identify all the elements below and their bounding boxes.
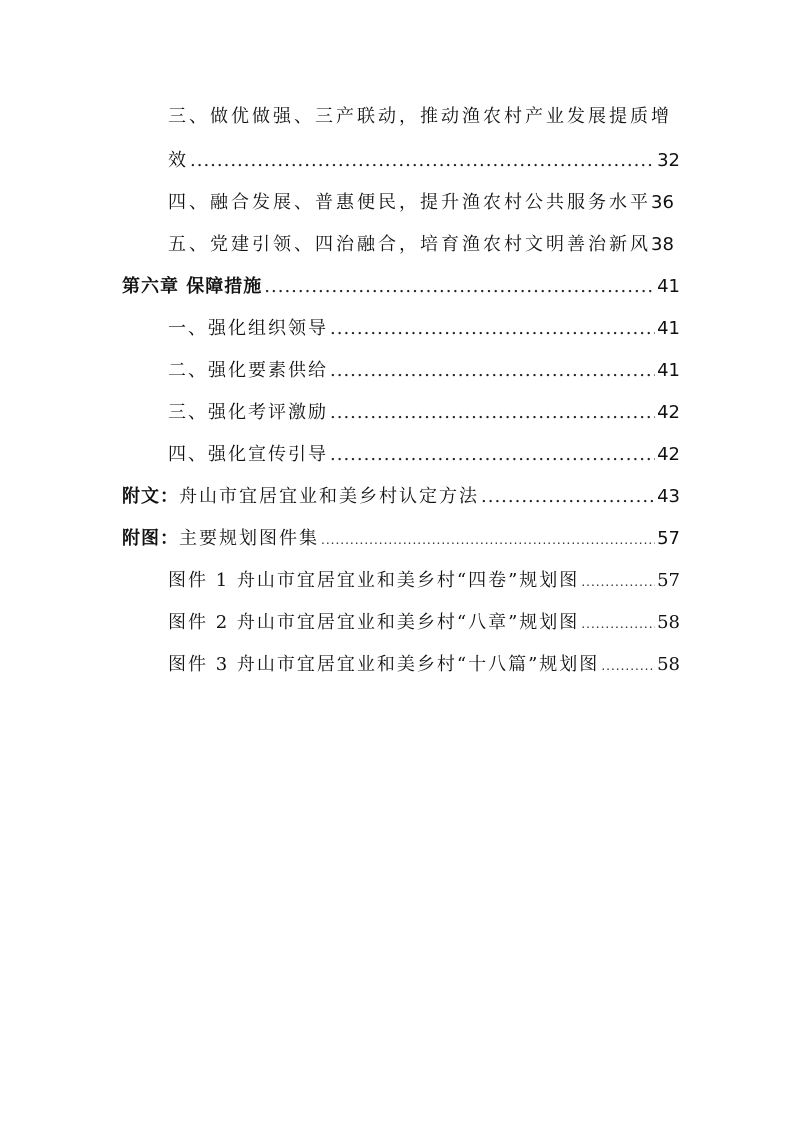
toc-leader-dots bbox=[330, 442, 655, 468]
toc-entry-resources[interactable] bbox=[168, 358, 680, 384]
toc-entry-label: 图件 3 舟山市宜居宜业和美乡村“十八篇”规划图 bbox=[168, 654, 600, 675]
toc-entry-label bbox=[122, 484, 479, 510]
toc-leader-dots bbox=[264, 274, 655, 300]
toc-entry-label: 图件 2 舟山市宜居宜业和美乡村“八章”规划图 bbox=[168, 612, 580, 633]
toc-entry-label: 三、做优做强、三产联动，推动渔农村产业发展提质增 bbox=[168, 106, 672, 127]
toc-page-number: 57 bbox=[657, 528, 680, 549]
toc-page-number: 41 bbox=[657, 318, 680, 339]
toc-page-number: 58 bbox=[657, 654, 680, 675]
toc-page-number: 41 bbox=[657, 360, 680, 381]
toc-entry-industry-line2[interactable] bbox=[168, 148, 680, 174]
toc-entry-appendix-text[interactable] bbox=[122, 484, 680, 510]
toc-entry-label: 三、强化考评激励 bbox=[168, 402, 328, 423]
toc-entry-figure-3[interactable] bbox=[168, 652, 680, 679]
toc-entry-label bbox=[122, 526, 319, 552]
toc-entry-label: 五、党建引领、四治融合，培育渔农村文明善治新风 bbox=[168, 234, 651, 255]
toc-leader-dots bbox=[330, 358, 655, 384]
toc-entry-figure-2[interactable] bbox=[168, 610, 680, 637]
toc-entry-appendix-figures[interactable] bbox=[122, 526, 680, 553]
toc-leader-dots bbox=[321, 527, 655, 553]
toc-leader-dots bbox=[481, 484, 655, 510]
toc-entry-organization[interactable] bbox=[168, 316, 680, 342]
toc-entry-label: 效 bbox=[168, 150, 188, 171]
toc-page-number: 57 bbox=[657, 570, 680, 591]
toc-entry-evaluation[interactable] bbox=[168, 400, 680, 426]
toc-leader-dots bbox=[190, 148, 655, 174]
toc-entry-label: 四、强化宣传引导 bbox=[168, 444, 328, 465]
toc-page-number: 38 bbox=[651, 234, 674, 255]
toc-page-number: 36 bbox=[651, 192, 674, 213]
toc-entry-label: 二、强化要素供给 bbox=[168, 360, 328, 381]
toc-entry-label: 四、融合发展、普惠便民，提升渔农村公共服务水平 bbox=[168, 192, 651, 213]
toc-entry-label: 图件 1 舟山市宜居宜业和美乡村“四卷”规划图 bbox=[168, 570, 580, 591]
toc-leader-dots bbox=[601, 653, 655, 679]
toc-page-number: 32 bbox=[657, 150, 680, 171]
toc-leader-dots bbox=[581, 569, 655, 595]
toc-page-number: 41 bbox=[657, 276, 680, 297]
toc-entry-publicity[interactable] bbox=[168, 442, 680, 468]
toc-entry-prefix: 附文： bbox=[122, 486, 179, 507]
toc-entry-public-service[interactable] bbox=[168, 190, 680, 216]
toc-entry-figure-1[interactable] bbox=[168, 568, 680, 595]
toc-leader-dots bbox=[330, 400, 655, 426]
toc-page-number: 58 bbox=[657, 612, 680, 633]
toc-page-number: 42 bbox=[657, 402, 680, 423]
toc-leader-dots bbox=[581, 611, 655, 637]
toc-entry-chapter-six[interactable] bbox=[122, 274, 680, 300]
toc-entry-title: 主要规划图件集 bbox=[179, 528, 319, 549]
toc-entry-industry-line1[interactable] bbox=[168, 104, 680, 130]
toc-entry-label: 第六章 保障措施 bbox=[122, 276, 263, 297]
toc-entry-title: 舟山市宜居宜业和美乡村认定方法 bbox=[179, 486, 479, 507]
toc-entry-prefix: 附图： bbox=[122, 528, 179, 549]
toc-page-number: 42 bbox=[657, 444, 680, 465]
toc-leader-dots bbox=[330, 316, 655, 342]
toc-entry-civilization[interactable] bbox=[168, 232, 680, 258]
toc-page-number: 43 bbox=[657, 486, 680, 507]
toc-entry-label: 一、强化组织领导 bbox=[168, 318, 328, 339]
